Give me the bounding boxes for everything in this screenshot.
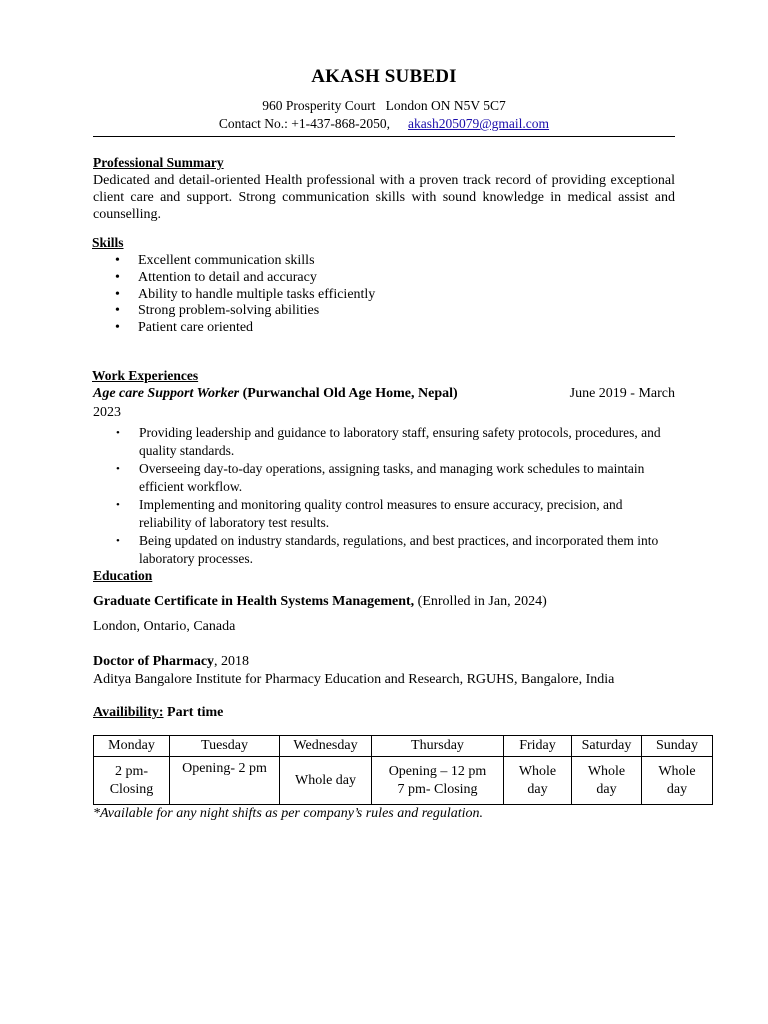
- header-divider: [93, 136, 675, 137]
- slot-cell: [572, 757, 642, 805]
- degree-line: [93, 654, 249, 670]
- slot-cell: [94, 757, 170, 805]
- list-item: • Excellent communication skills: [93, 253, 375, 270]
- availability-line: [93, 705, 223, 721]
- degree-institution: Aditya Bangalore Institute for Pharmacy Education and Research, RGUHS, Bangalore, India: [93, 672, 615, 687]
- list-item: • Ability to handle multiple tasks efficiently: [93, 287, 375, 304]
- summary-text: Dedicated and detail-oriented Health professional with a proven track record of providing exceptional client care and support. Strong communication skills with sound knowledge in medical assist and counselling.: [93, 173, 675, 222]
- skills-list: [93, 253, 375, 337]
- email-link[interactable]: akash205079@gmail.com: [408, 116, 550, 131]
- day-header: Sunday: [642, 736, 713, 757]
- slot-line: day: [596, 781, 617, 797]
- list-item: • Providing leadership and guidance to laboratory staff, ensuring safety protocols, procedures, and quality standards.: [93, 424, 675, 460]
- phone-number: Contact No.: +1-437-868-2050,: [218, 116, 391, 131]
- availability-table: [93, 735, 713, 805]
- availability-note: *Available for any night shifts as per company’s rules and regulation.: [93, 806, 484, 821]
- list-item: • Implementing and monitoring quality control measures to ensure accuracy, precision, and reliability of laboratory test results.: [93, 496, 675, 532]
- slot-line: Opening- 2 pm: [182, 761, 267, 776]
- list-item: • Patient care oriented: [93, 320, 375, 337]
- table-row: [94, 757, 713, 805]
- job-title-line: [93, 386, 458, 402]
- skills-heading: Skills: [92, 235, 124, 250]
- contact-line: [0, 116, 768, 132]
- list-item: • Strong problem-solving abilities: [93, 303, 375, 320]
- work-bullets: [93, 424, 675, 568]
- day-header: Monday: [94, 736, 170, 757]
- list-item: • Attention to detail and accuracy: [93, 270, 375, 287]
- slot-line: Whole: [587, 763, 626, 779]
- job-dates: June 2019 - March: [569, 386, 675, 401]
- degree-title: Doctor of Pharmacy: [93, 654, 215, 669]
- certificate-status: (Enrolled in Jan, 2024): [417, 594, 547, 609]
- day-header: Saturday: [572, 736, 642, 757]
- certificate-line: [93, 594, 547, 610]
- slot-line: 7 pm- Closing: [397, 781, 478, 797]
- degree-year: , 2018: [214, 654, 250, 669]
- work-heading: Work Experiences: [92, 368, 199, 383]
- candidate-name: AKASH SUBEDI: [311, 66, 457, 87]
- slot-line: day: [527, 781, 548, 797]
- certificate-location: London, Ontario, Canada: [93, 619, 236, 634]
- slot-cell: [280, 757, 372, 805]
- slot-line: Opening – 12 pm: [388, 763, 487, 779]
- availability-value: Part time: [167, 705, 224, 720]
- slot-line: day: [666, 781, 688, 797]
- slot-line: Whole: [518, 763, 557, 779]
- day-header: Tuesday: [170, 736, 280, 757]
- availability-label: Availibility:: [93, 705, 164, 720]
- slot-line: 2 pm-: [114, 763, 149, 779]
- slot-cell: [170, 757, 280, 805]
- day-header: Wednesday: [280, 736, 372, 757]
- slot-cell: [504, 757, 572, 805]
- job-dates-end: 2023: [93, 405, 121, 420]
- summary-heading: Professional Summary: [93, 155, 224, 170]
- job-employer: (Purwanchal Old Age Home, Nepal): [242, 386, 458, 401]
- certificate-title: Graduate Certificate in Health Systems Management,: [93, 594, 415, 609]
- slot-line: Whole day: [294, 772, 357, 788]
- slot-cell: [642, 757, 713, 805]
- list-item: • Overseeing day-to-day operations, assigning tasks, and managing work schedules to maintain efficient workflow.: [93, 460, 675, 496]
- day-header: Friday: [504, 736, 572, 757]
- day-header: Thursday: [372, 736, 504, 757]
- table-header-row: [94, 736, 713, 757]
- slot-cell: [372, 757, 504, 805]
- address-line: 960 Prosperity Court London ON N5V 5C7: [262, 98, 506, 113]
- slot-line: Closing: [109, 781, 154, 797]
- list-item: • Being updated on industry standards, regulations, and best practices, and incorporated them into laboratory processes.: [93, 532, 675, 568]
- job-role: Age care Support Worker: [93, 386, 240, 401]
- education-heading: Education: [93, 568, 153, 583]
- slot-line: Whole: [658, 763, 696, 779]
